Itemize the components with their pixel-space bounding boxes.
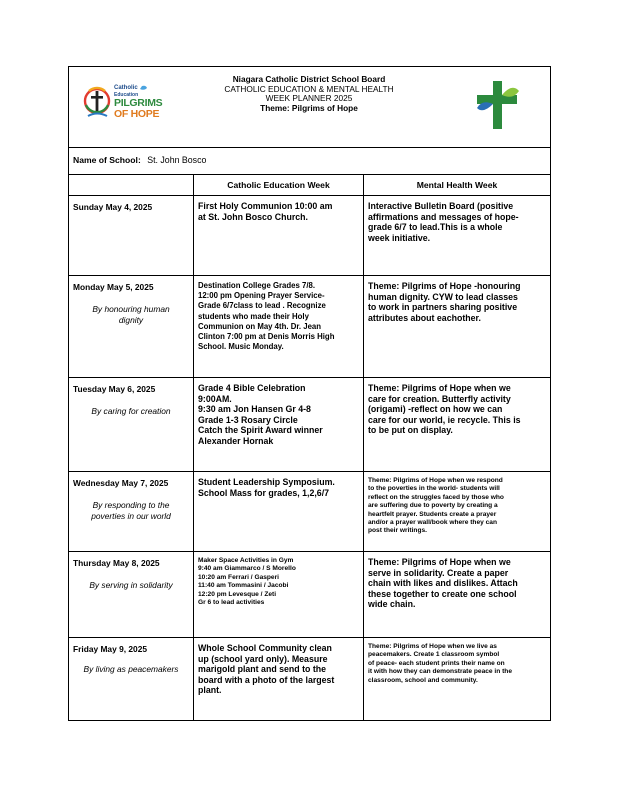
logo-text-education: Education [114,91,139,98]
ce-line: students who made their Holy [198,311,309,321]
mh-line: and/or a prayer wall/book where they can [368,519,497,527]
mh-line: affirmations and messages of hope- [368,211,519,222]
day-row-friday [69,638,551,721]
day-label: Monday May 5, 2025 [73,282,154,292]
mh-line: heartfelt prayer. Students create a prayer [368,510,497,518]
day-cell [69,552,194,638]
ce-line: Gr 6 to lead activities [198,599,265,607]
mh-line: are suffering due to poverty by creating a [368,502,498,510]
ce-line: 9:40 am Giammarco / S Morello [198,565,296,573]
mh-line: to work in partners sharing positive [368,302,518,313]
ce-line: Catch the Spirit Award winner [198,425,323,436]
day-label: Tuesday May 6, 2025 [73,384,156,394]
mh-line: week initiative. [368,232,431,243]
ce-cell [194,276,364,378]
mental-health-logo [475,77,521,133]
ce-cell [194,638,364,721]
day-row-tuesday [69,378,551,472]
mh-line: serve in solidarity. Create a paper [368,567,509,578]
mh-line: chain with likes and dislikes. Attach [368,578,518,589]
ce-line: Grade 6/7class to lead . Recognize [198,301,326,311]
ce-line: plant. [198,685,222,696]
header-title-block [189,75,429,113]
mh-line: Theme: Pilgrims of Hope when we [368,383,511,393]
day-theme [73,500,189,522]
mh-line: human dignity. CYW to lead classes [368,291,518,302]
mh-cell [364,552,551,638]
header-row [69,67,551,148]
day-label: Sunday May 4, 2025 [73,202,153,212]
day-theme [73,664,189,675]
ce-line: Alexander Hornak [198,435,274,446]
day-cell [69,638,194,721]
mh-line: Interactive Bulletin Board (positive [368,201,514,211]
column-header-mental-health: Mental Health Week [364,175,551,196]
mh-line: Theme: Pilgrims of Hope when we [368,557,511,567]
school-label: Name of School: [73,155,141,165]
logo-text-of-hope: OF HOPE [114,108,160,120]
day-theme-line: poverties in our world [91,511,171,521]
ce-line: School Mass for grades, 1,2,6/7 [198,487,330,498]
day-row-monday [69,276,551,378]
ce-line: at St. John Bosco Church. [198,211,308,222]
mh-line: it with how they can demonstrate peace in the [368,668,512,676]
header-cell [69,67,551,148]
mh-line: care for creation. Butterfly activity [368,393,511,404]
mh-line: grade 6/7 to lead.This is a whole [368,222,503,233]
day-theme [73,406,189,417]
mh-cell [364,196,551,276]
column-header-day [69,175,194,196]
mh-cell [364,276,551,378]
ce-line: Clinton 7:00 pm at Denis Morris High [198,332,335,342]
ce-line: Student Leadership Symposium. [198,477,335,487]
ce-line: Maker Space Activities in Gym [198,557,294,564]
ce-line: Destination College Grades 7/8. [198,281,315,290]
day-cell [69,378,194,472]
day-theme-line: By living as peacemakers [83,664,179,674]
day-cell [69,472,194,552]
mh-line: to the poverties in the world- students will [368,485,500,493]
school-row [69,148,551,175]
planner-subject: CATHOLIC EDUCATION & MENTAL HEALTH [224,83,394,94]
ce-line: 12:20 pm Levesque / Zeti [198,590,277,598]
ce-line: First Holy Communion 10:00 am [198,201,333,211]
day-theme-line: By caring for creation [91,406,171,416]
ce-cell [194,196,364,276]
planner-title: WEEK PLANNER 2025 [265,93,353,104]
ce-line: marigold plant and send to the [198,664,327,675]
planner-theme: Theme: Pilgrims of Hope [260,102,358,113]
mh-cell [364,638,551,721]
ce-cell [194,472,364,552]
mh-cell [364,378,551,472]
ce-line: 11:40 am Tommasini / Jacobi [198,582,289,590]
mental-health-cross-icon [475,77,521,133]
ce-line: 9:30 am Jon Hansen Gr 4-8 [198,404,311,415]
ce-line: Grade 4 Bible Celebration [198,383,306,393]
day-row-thursday [69,552,551,638]
day-row-wednesday [69,472,551,552]
ce-line: 12:00 pm Opening Prayer Service- [198,291,325,301]
mh-line: Theme: Pilgrims of Hope when we live as [368,643,497,650]
mh-line: classroom, school and community. [368,676,478,684]
mh-line: post their writings. [368,527,427,535]
ce-cell [194,552,364,638]
mh-line: of peace- each student prints their name on [368,659,505,667]
ce-line: School. Music Monday. [198,342,284,352]
mh-line: to be put on display. [368,425,453,436]
mh-line: these together to create one school [368,588,517,599]
day-theme [73,304,189,326]
ce-line: 9:00AM. [198,393,232,404]
day-label: Friday May 9, 2025 [73,644,148,654]
day-theme [73,580,189,591]
ce-line: Communion on May 4th. Dr. Jean [198,321,322,331]
mh-line: peacemakers. Create 1 classroom symbol [368,651,500,659]
mh-line: care for our world, ie recycle. This is [368,414,521,425]
mh-line: reflect on the struggles faced by those who [368,493,504,501]
column-header-row [69,175,551,196]
day-theme-line: By honouring human [92,304,170,314]
school-value: St. John Bosco [147,155,207,165]
mh-line: (origami) -reflect on how we can [368,404,503,415]
day-label: Thursday May 8, 2025 [73,558,160,568]
mh-line: Theme: Pilgrims of Hope -honouring [368,281,521,291]
board-name: Niagara Catholic District School Board [232,74,386,84]
planner-table [68,66,551,721]
day-cell [69,276,194,378]
ce-line: 10:20 am Ferrari / Gasperi [198,573,280,581]
logo-text-pilgrims: PILGRIMS [114,97,163,109]
logo-text-catholic: Catholic [114,85,138,91]
mh-line: Theme: Pilgrims of Hope when we respond [368,477,503,484]
mh-line: wide chain. [368,599,416,610]
day-label: Wednesday May 7, 2025 [73,478,169,488]
ce-line: board with a photo of the largest [198,674,335,685]
day-theme-line: dignity [118,315,144,325]
column-header-catholic-education: Catholic Education Week [194,175,364,196]
ce-line: up (school yard only). Measure [198,653,328,664]
day-row-sunday [69,196,551,276]
pilgrims-of-hope-logo [82,83,166,127]
mh-line: attributes about eachother. [368,312,481,323]
ce-line: Grade 1-3 Rosary Circle [198,414,298,425]
ce-line: Whole School Community clean [198,643,332,653]
day-cell [69,196,194,276]
week-planner-document [68,66,550,721]
day-theme-line: By responding to the [92,500,170,510]
day-theme-line: By serving in solidarity [89,580,173,590]
ce-cell [194,378,364,472]
school-cell [69,148,551,175]
mh-cell [364,472,551,552]
